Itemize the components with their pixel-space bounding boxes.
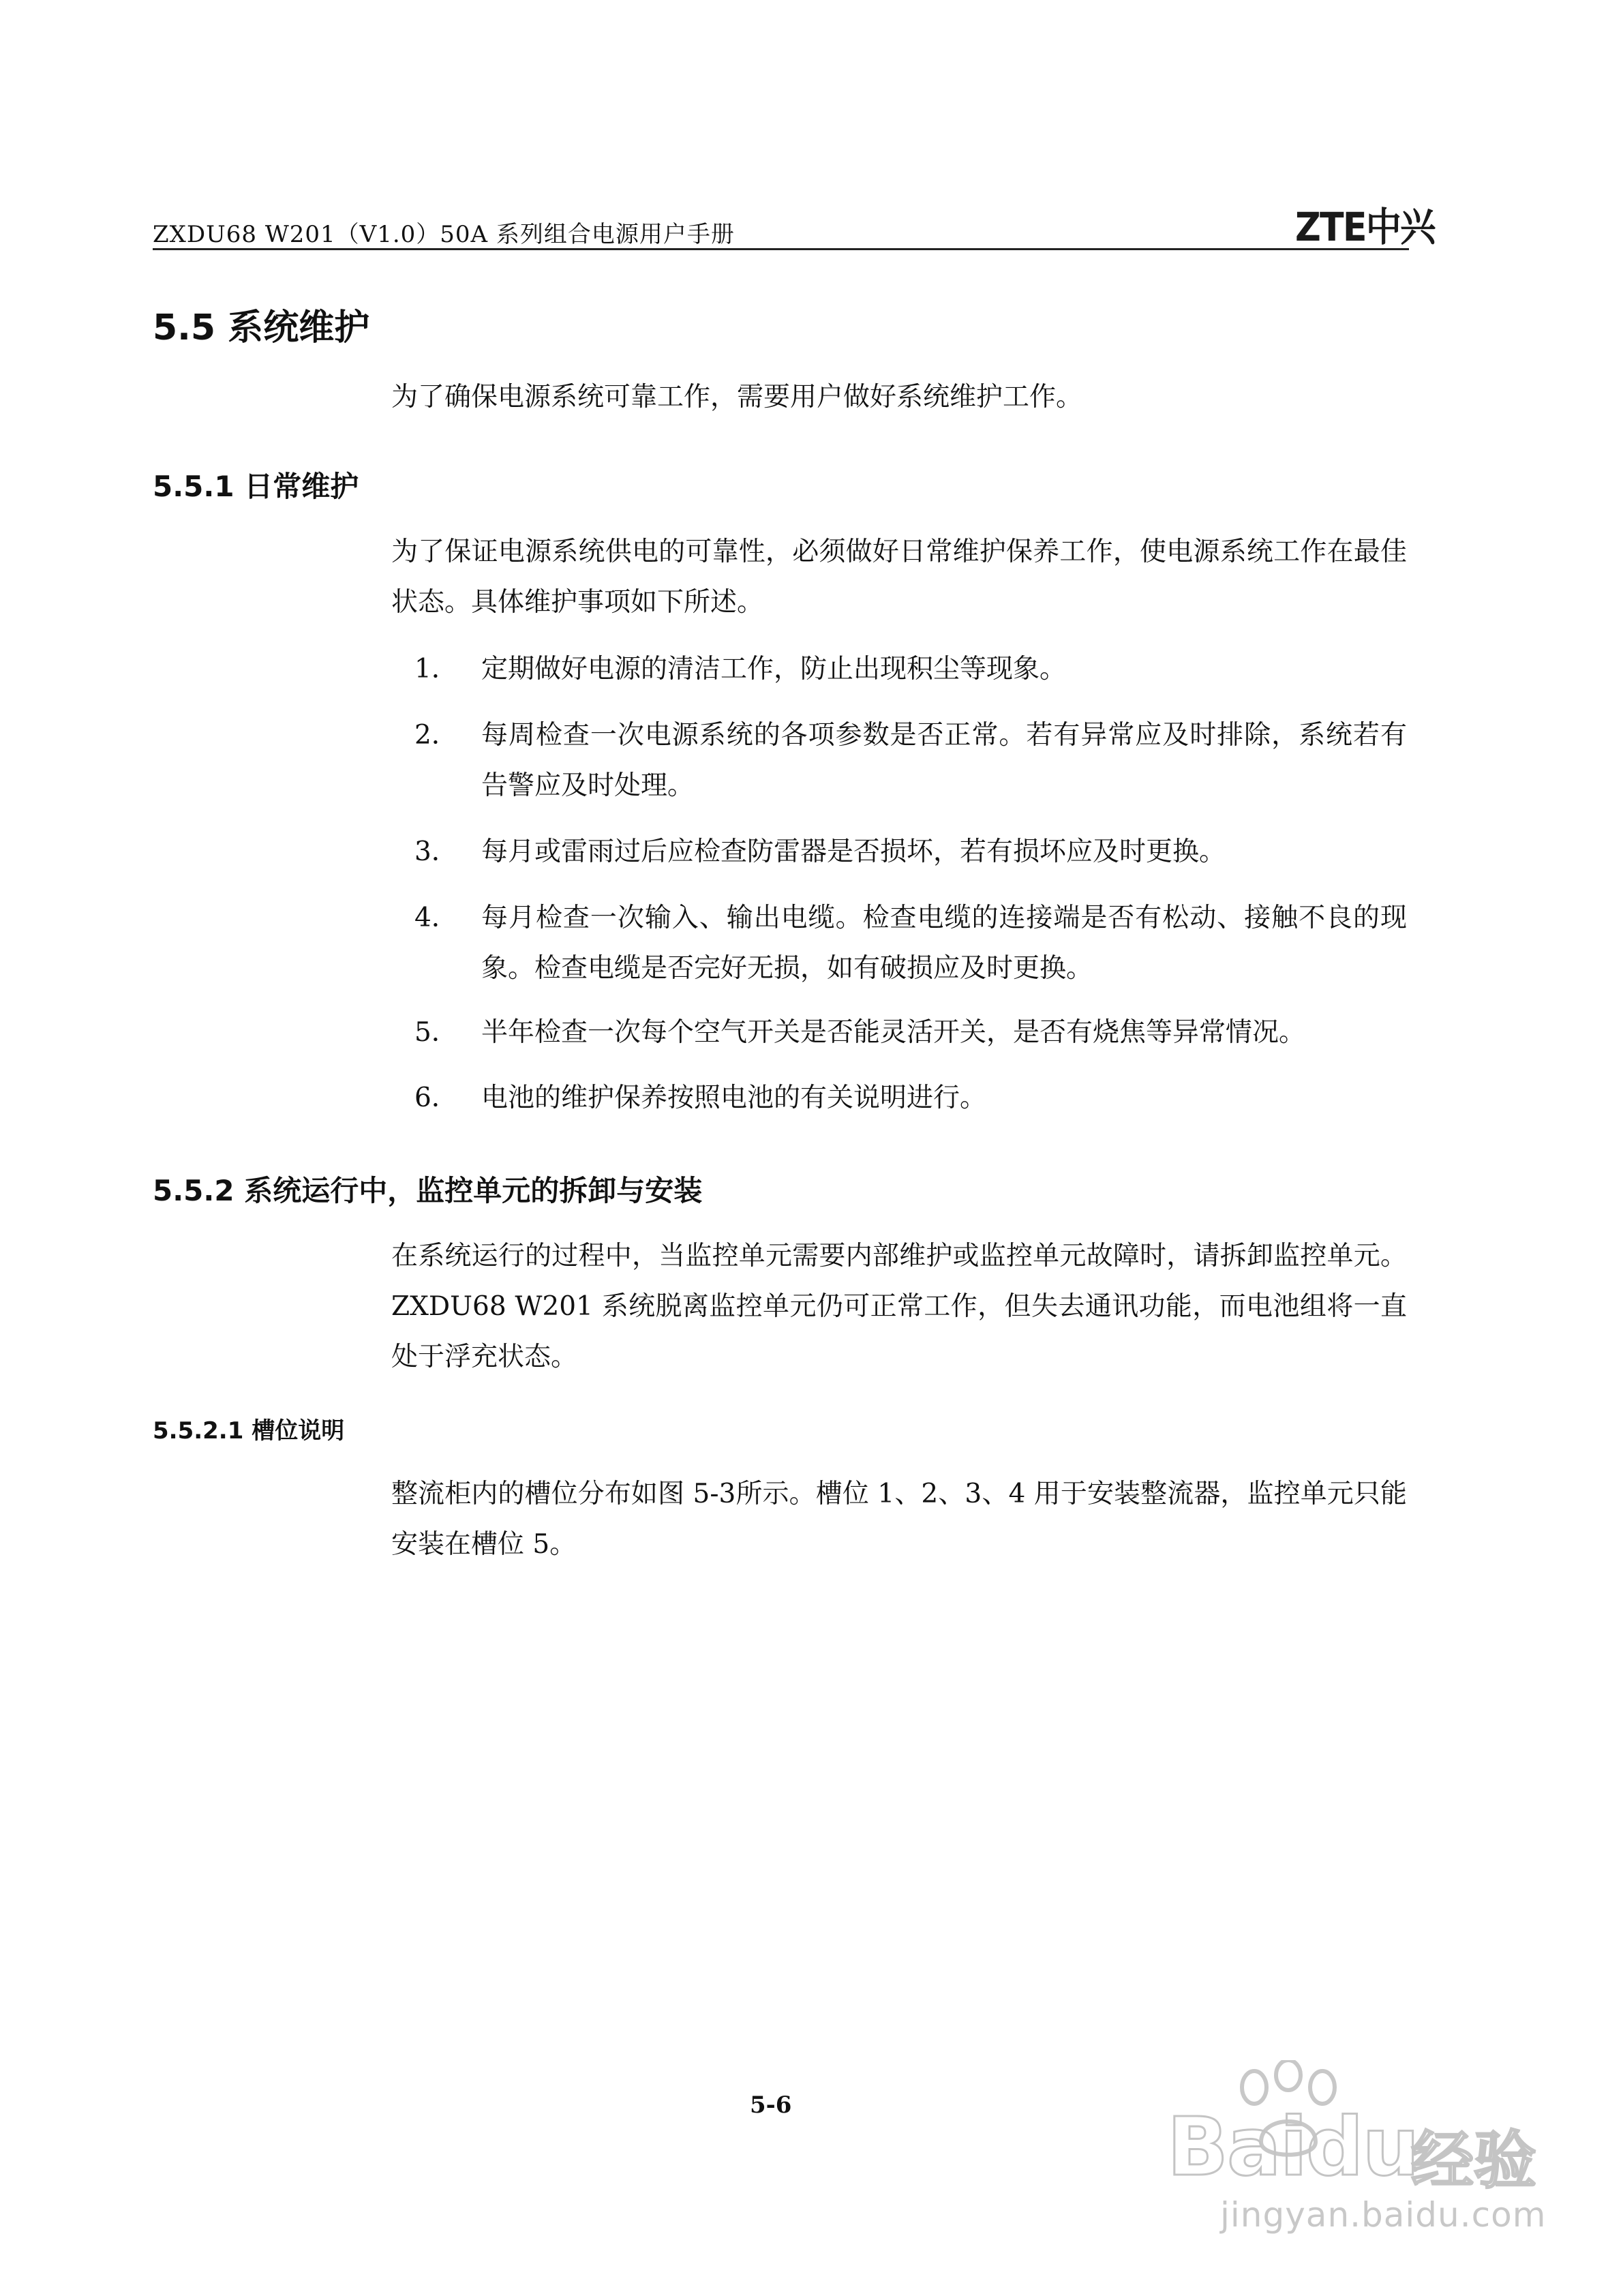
list-item-number: 3． xyxy=(414,836,458,867)
list-item-number: 5． xyxy=(414,1017,458,1048)
list-item-number: 4． xyxy=(414,903,458,933)
watermark-product: 经验 xyxy=(1411,2124,1537,2197)
page-number: 5-6 xyxy=(750,2091,792,2119)
list-item-text: 每月检查一次输入、输出电缆。检查电缆的连接端是否有松动、接触不良的现象。检查电缆是否完好无损，如有破损应及时更换。 xyxy=(481,903,1407,984)
list-item-text: 电池的维护保养按照电池的有关说明进行。 xyxy=(481,1083,987,1113)
monitor-unit-intro: 在系统运行的过程中，当监控单元需要内部维护或监控单元故障时，请拆卸监控单元。ZXDU68 W201 系统脱离监控单元仍可正常工作，但失去通讯功能，而电池组将一直处于浮充状态。 xyxy=(391,1241,1407,1372)
subsection-heading-monitor-unit: 5.5.2 系统运行中，监控单元的拆卸与安装 xyxy=(153,1174,703,1207)
daily-maintenance-intro: 为了保证电源系统供电的可靠性，必须做好日常维护保养工作，使电源系统工作在最佳状态。具体维护事项如下所述。 xyxy=(391,537,1407,618)
header-title: ZXDU68 W201（V1.0）50A 系列组合电源用户手册 xyxy=(153,221,735,248)
list-item-number: 6． xyxy=(414,1083,458,1113)
watermark-url: jingyan.baidu.com xyxy=(1220,2195,1547,2235)
list-item-number: 1． xyxy=(414,654,458,684)
slot-description: 整流柜内的槽位分布如图 5-3所示。槽位 1、2、3、4 用于安装整流器，监控单元只能安装在槽位 5。 xyxy=(391,1479,1407,1560)
subsection-heading-daily-maintenance: 5.5.1 日常维护 xyxy=(153,470,359,503)
list-item-text: 定期做好电源的清洁工作，防止出现积尘等现象。 xyxy=(481,654,1067,684)
subsubsection-heading-slot: 5.5.2.1 槽位说明 xyxy=(153,1417,345,1445)
section-heading: 5.5 系统维护 xyxy=(153,307,370,348)
list-item-text: 每周检查一次电源系统的各项参数是否正常。若有异常应及时排除，系统若有告警应及时处理。 xyxy=(481,720,1407,801)
header-divider xyxy=(153,248,1409,250)
list-item-text: 半年检查一次每个空气开关是否能灵活开关，是否有烧焦等异常情况。 xyxy=(481,1017,1306,1048)
list-item-text: 每月或雷雨过后应检查防雷器是否损坏，若有损坏应及时更换。 xyxy=(481,836,1226,867)
zte-logo: ZTE中兴 xyxy=(1295,204,1435,250)
watermark-brand: Baidu xyxy=(1167,2100,1419,2194)
list-item-number: 2． xyxy=(414,720,458,751)
section-intro: 为了确保电源系统可靠工作，需要用户做好系统维护工作。 xyxy=(391,382,1083,412)
